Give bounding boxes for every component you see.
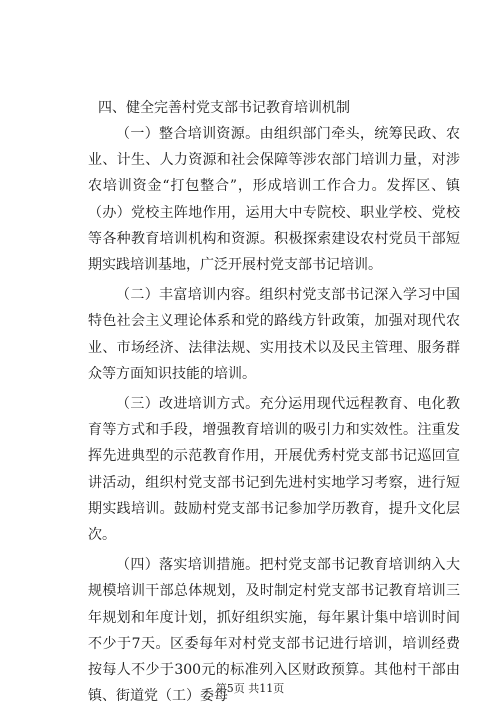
page-footer: 第5页 共11页	[215, 682, 285, 695]
paragraph-implement-measures: （四）落实培训措施。把村党支部书记教育培训纳入大规模培训干部总体规划，及时制定村党支部书记教育培训三年规划和年度计划，抓好组织实施，每年累计集中培训时间不少于7天。区委每年对村党支部书记进行培训，培训经费按每人不少于300元的标准列入区财政预算。其他村干部由镇、街道党（工）委每	[88, 557, 460, 705]
document-body	[88, 95, 460, 709]
paragraph-integrate-resources: （一）整合培训资源。由组织部门牵头，统筹民政、农业、计生、人力资源和社会保障等涉农部门培训力量，对涉农培训资金“打包整合”，形成培训工作合力。发挥区、镇（办）党校主阵地作用，运用大中专院校、职业学校、党校等各种教育培训机构和资源。积极探索建设农村党员干部短期实践培训基地，广泛开展村党支部书记培训。	[88, 126, 460, 274]
section-heading: 四、健全完善村党支部书记教育培训机制	[98, 100, 350, 116]
paragraph-improve-methods: （三）改进培训方式。充分运用现代远程教育、电化教育等方式和手段，增强教育培训的吸引力和实效性。注重发挥先进典型的示范教育作用，开展优秀村党支部书记巡回宣讲活动，组织村党支部书记到先进村实地学习考察，进行短期实践培训。鼓励村党支部书记参加学历教育，提升文化层次。	[88, 396, 460, 544]
paragraph-enrich-content: （二）丰富培训内容。组织村党支部书记深入学习中国特色社会主义理论体系和党的路线方针政策，加强对现代农业、市场经济、法律法规、实用技术以及民主管理、服务群众等方面知识技能的培训。	[88, 287, 460, 382]
